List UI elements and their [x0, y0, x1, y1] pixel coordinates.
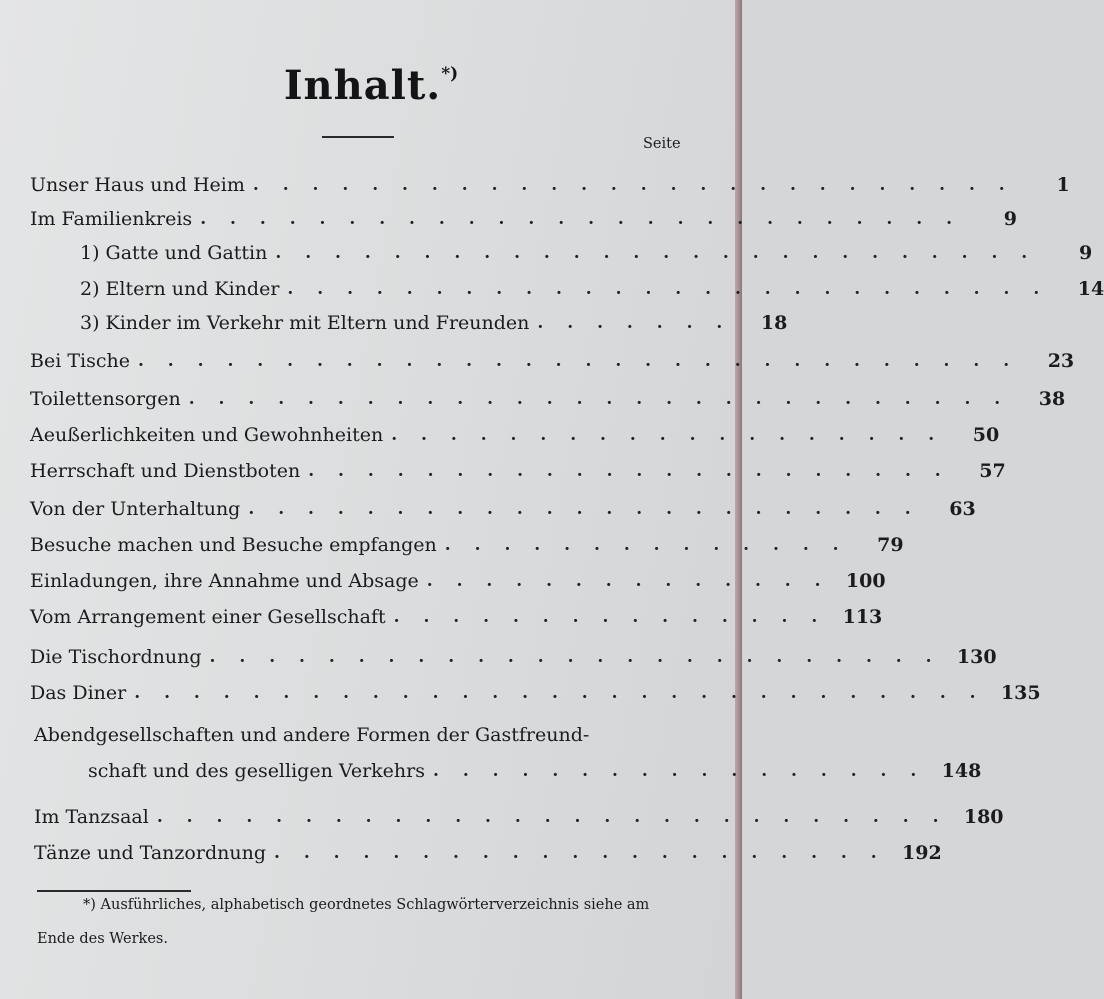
toc-entry-page: 100	[845, 570, 886, 592]
toc-entry	[30, 344, 1075, 378]
toc-entry-title: Die Tischordnung	[30, 646, 202, 668]
leader-dots: . . . . . . . . . . . . . . . . . . . . . .	[308, 461, 950, 481]
toc-entry-page: 9	[1003, 208, 1018, 230]
toc-entry-page: 57	[979, 460, 1006, 482]
toc-entry-title: schaft und des geselligen Verkehrs	[88, 760, 425, 782]
toc-entry-title: Besuche machen und Besuche empfangen	[30, 534, 437, 556]
leader-dots: . . . . . . . . . . . . . . . . . . . . . . . . . . . . .	[134, 683, 985, 703]
title-divider	[322, 136, 394, 138]
page-column-header: Seite	[643, 136, 681, 152]
toc-entry-title: Das Diner	[30, 682, 127, 704]
leader-dots: . . . . . . . . . . . . . . . . . . . . . . . . .	[209, 647, 941, 667]
toc-entry-page: 1	[1056, 174, 1070, 196]
toc-entry-title: Im Tanzsaal	[34, 806, 149, 828]
toc-entry-title: Im Familienkreis	[30, 208, 193, 230]
toc-entry-title: Vom Arrangement einer Gesellschaft	[30, 606, 386, 628]
toc-entry	[30, 202, 1018, 236]
toc-entry-title: Tänze und Tanzordnung	[34, 842, 266, 864]
leader-dots: . . . . . . .	[537, 313, 732, 333]
toc-entry-page: 14	[1077, 278, 1104, 300]
toc-entry	[30, 600, 883, 634]
toc-entry-page: 9	[1078, 242, 1093, 264]
toc-entry-page: 18	[760, 312, 788, 334]
toc-entry-title: Aeußerlichkeiten und Gewohnheiten	[30, 424, 384, 446]
toc-entry-page: 192	[902, 842, 942, 864]
leader-dots: . . . . . . . . . . . . . . . . . . . . . . .	[248, 499, 920, 519]
toc-entry	[30, 640, 997, 674]
toc-entry	[30, 382, 1066, 416]
toc-entry-page: 23	[1047, 350, 1075, 372]
leader-dots: . . . . . . . . . . . . . . . . . . .	[391, 425, 944, 445]
toc-entry-page: 113	[842, 606, 883, 628]
toc-subentry	[80, 272, 1104, 306]
toc-entry	[34, 836, 942, 870]
toc-entry	[30, 676, 1041, 710]
toc-entry-page: 130	[956, 646, 997, 668]
leader-dots: . . . . . . . . . . . . . .	[426, 571, 830, 591]
toc-entry-title: Von der Unterhaltung	[30, 498, 241, 520]
toc-entry-title: Herrschaft und Dienstboten	[30, 460, 301, 482]
toc-entry	[34, 800, 1004, 834]
leader-dots: . . . . . . . . . . . . . . . . . . . . .	[274, 843, 886, 863]
leader-dots: . . . . . . . . . . . . . . . . . . . . . . . . . .	[200, 209, 962, 229]
toc-entry-title: Toilettensorgen	[30, 388, 181, 410]
footnote-mark: *)	[441, 64, 459, 84]
toc-entry-title: Abendgesellschaften und andere Formen der Gastfreund-	[34, 724, 590, 746]
leader-dots: . . . . . . . . . . . . . . . . . . . . . . . . . . .	[156, 807, 948, 827]
toc-subentry	[80, 236, 1093, 270]
footnote-line: Ende des Werkes.	[37, 931, 168, 947]
leader-dots: . . . . . . . . . . . . . .	[444, 535, 848, 555]
leader-dots: . . . . . . . . . . . . . . . . . . . . . . . . . .	[287, 279, 1049, 299]
toc-entry-page: 63	[949, 498, 976, 520]
toc-entry	[30, 454, 1006, 488]
footnote-line: *) Ausführliches, alphabetisch geordnetes Schlagwörterverzeichnis siehe am	[83, 897, 650, 913]
toc-entry-page: 135	[1000, 682, 1041, 704]
page-title-text: Inhalt.	[283, 62, 442, 109]
toc-entry-page: 50	[972, 424, 1000, 446]
toc-subentry	[80, 306, 788, 340]
toc-entry-title: Unser Haus und Heim	[30, 174, 245, 196]
toc-entry	[30, 492, 976, 526]
toc-entry-title: Bei Tische	[30, 350, 130, 372]
toc-entry	[30, 564, 886, 598]
toc-entry-page: 148	[941, 760, 982, 782]
footnote	[37, 888, 732, 956]
toc-entry-page: 79	[877, 534, 904, 556]
leader-dots: . . . . . . . . . . . . . . . . . . . . . . . . . .	[252, 175, 1014, 195]
toc-entry	[30, 528, 904, 562]
leader-dots: . . . . . . . . . . . . . . .	[393, 607, 827, 627]
toc-entry	[30, 418, 1000, 452]
leader-dots: . . . . . . . . . . . . . . . . . . . . . . . . . . . .	[188, 389, 1010, 409]
toc-entry-title: 2) Eltern und Kinder	[80, 278, 280, 300]
leader-dots: . . . . . . . . . . . . . . . . . . . . . . . . . .	[275, 243, 1037, 263]
toc-entry-title: 3) Kinder im Verkehr mit Eltern und Freunden	[80, 312, 530, 334]
toc-entry	[30, 168, 1070, 202]
toc-entry-continuation	[88, 754, 982, 788]
toc-entry-title: Einladungen, ihre Annahme und Absage	[30, 570, 419, 592]
toc-entry-page: 38	[1038, 388, 1066, 410]
toc-entry-title: 1) Gatte und Gattin	[80, 242, 268, 264]
page-title	[0, 62, 742, 109]
toc-entry	[34, 718, 714, 752]
leader-dots: . . . . . . . . . . . . . . . . . . . . . . . . . . . . . .	[137, 351, 1019, 371]
toc-entry-page: 180	[963, 806, 1004, 828]
leader-dots: . . . . . . . . . . . . . . . . .	[432, 761, 926, 781]
